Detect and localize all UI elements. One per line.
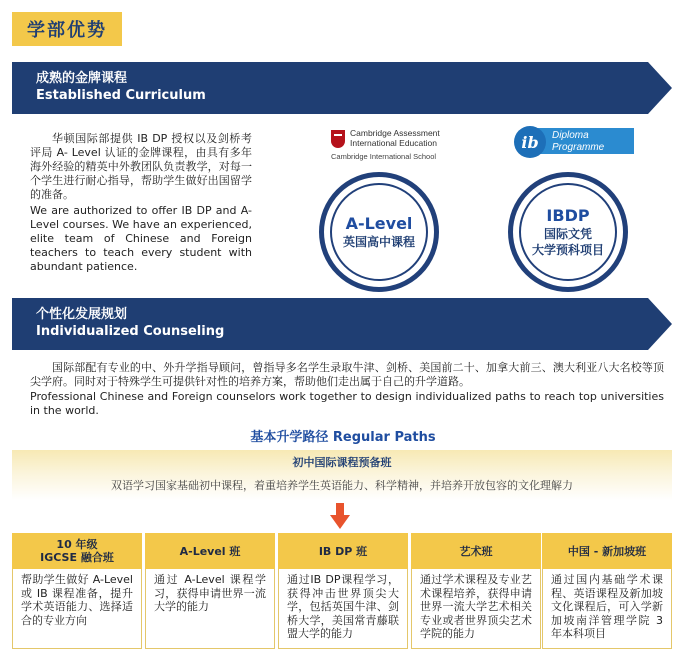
path-column-alevel [145,533,275,649]
path-column-art [411,533,541,649]
counseling-text-cn: 国际部配有专业的中、外升学指导顾问，曾指导多名学生录取牛津、剑桥、美国前二十、加拿大前三、澳大利亚八大名校等顶尖学府。同时对于特殊学生可提供针对性的培养方案，帮助他们走出属于自己的升学道路。 [30,361,664,388]
ib-logo-box [536,128,634,154]
path-column-ibdp [278,533,408,649]
cambridge-logo [331,128,471,164]
path-column-body: 通过 A-Level 课程学习，获得申请世界一流大学的能力 [145,569,275,649]
path-column-body: 通过IB DP课程学习，获得冲击世界顶尖大学，包括英国牛津、剑桥大学，美国常青藤联盟大学的能力 [278,569,408,649]
path-column-head: 10 年级 [56,538,98,551]
cambridge-shield-icon [331,130,345,148]
prep-class-box [12,450,672,500]
path-column-head: 艺术班 [459,544,493,558]
banner-individualized-counseling [12,298,672,350]
cambridge-logo-line2: International Education [350,138,437,148]
cambridge-logo-line3: Cambridge International School [331,152,437,161]
ib-logo-line2: Programme [552,142,605,153]
counseling-text-en: Professional Chinese and Foreign counselors work together to design individualized paths to reach top universities in the world. [30,390,664,417]
path-column-body: 通过学术课程及专业艺术课程培养，获得申请世界一流大学艺术相关专业或者世界顶尖艺术学院的能力 [411,569,541,649]
prep-class-description: 双语学习国家基础初中课程，着重培养学生英语能力、科学精神，并培养开放包容的文化理解力 [111,479,573,492]
ibdp-badge [508,172,628,292]
ibdp-badge-title: IBDP [546,206,590,225]
path-column-igcse [12,533,142,649]
path-column-head: A-Level 班 [179,544,241,558]
banner-established-curriculum [12,62,672,114]
path-column-head-line2: IGCSE 融合班 [40,551,114,564]
path-column-body: 通过国内基础学术课程、英语课程及新加坡文化课程后，可入学新加坡南洋管理学院 3 年本科项目 [542,569,672,649]
path-column-singapore [542,533,672,649]
path-column-head: 中国 - 新加坡班 [567,544,647,558]
prep-class-title: 初中国际课程预备班 [292,456,392,469]
section-title: 学部优势 [12,12,122,46]
banner-title-en: Individualized Counseling [36,324,225,339]
banner-title-cn: 个性化发展规划 [36,307,128,322]
ibdp-badge-subtitle1: 国际文凭 [543,227,592,241]
curriculum-text-en: We are authorized to offer IB DP and A-Level courses. We have an experienced, elite team of Chinese and Foreign teachers to teach every student with abundant patience. [30,204,252,273]
curriculum-text-cn: 华顿国际部提供 IB DP 授权以及剑桥考评局 A- Level 认证的金牌课程，由具有多年海外经验的精英中外教团队负责教学，对每一个学生进行耐心指导，帮助学生做好出国留学的准备。 [30,132,252,201]
banner-title-cn: 成熟的金牌课程 [36,71,128,86]
down-arrow-icon [330,503,350,529]
banner-title-en: Established Curriculum [36,88,206,103]
alevel-badge-subtitle: 英国高中课程 [342,235,415,249]
regular-paths-title: 基本升学路径 Regular Paths [250,430,436,445]
cambridge-logo-line1: Cambridge Assessment [350,128,440,138]
ib-logo [514,126,634,160]
ib-logo-mark: ib [514,126,546,158]
path-column-body: 帮助学生做好 A-Level 或 IB 课程准备，提升学术英语能力、选择适合的专业方向 [12,569,142,649]
ibdp-badge-subtitle2: 大学预科项目 [531,243,604,257]
alevel-badge-title: A-Level [345,214,413,233]
alevel-badge [319,172,439,292]
ib-logo-line1: Diploma [552,130,589,141]
path-column-head: IB DP 班 [318,544,368,558]
